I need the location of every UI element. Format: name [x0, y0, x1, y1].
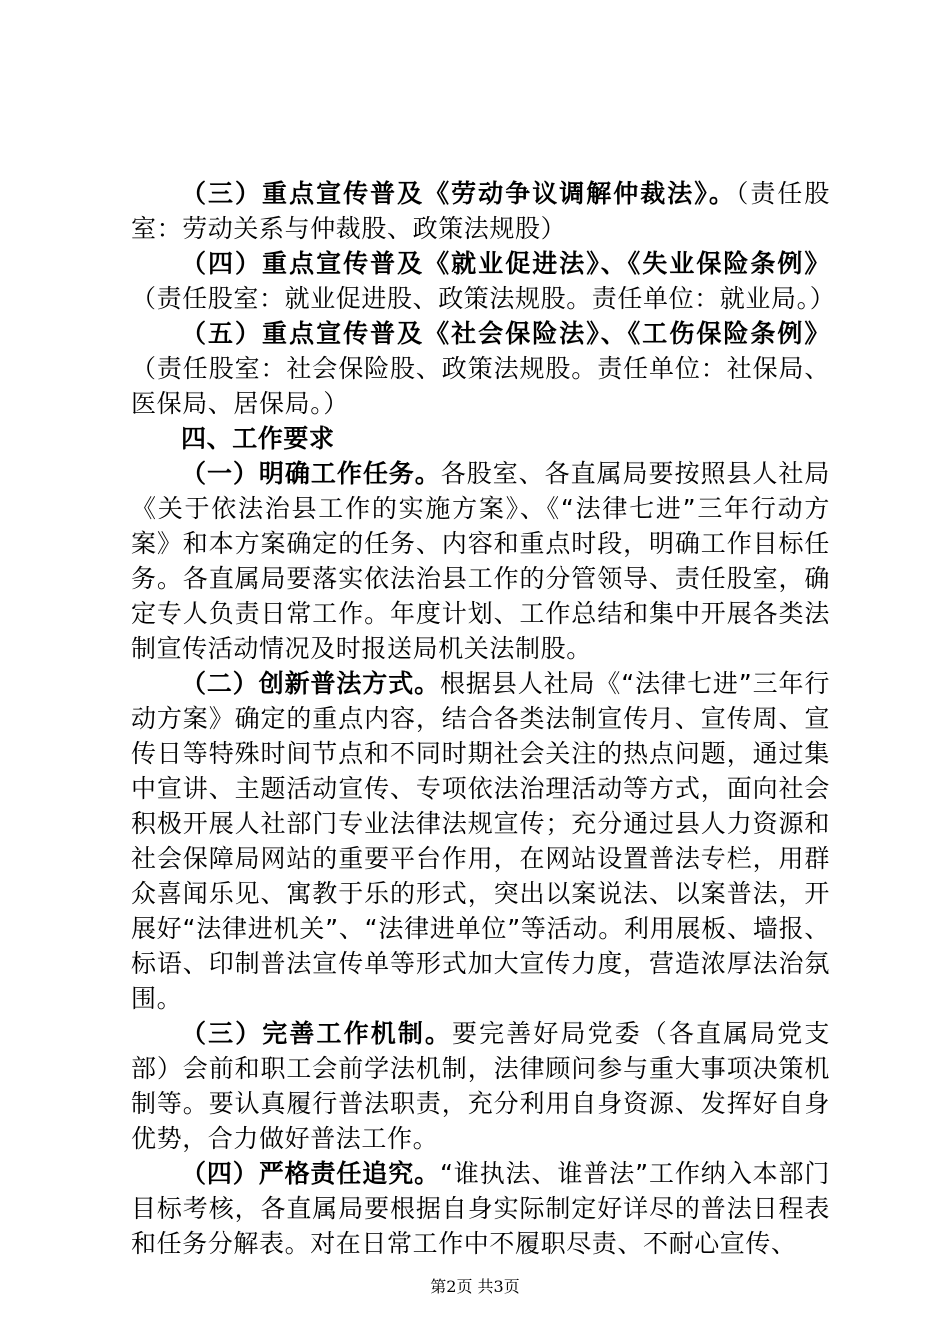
paragraph-lead: （一）明确工作任务。: [181, 459, 441, 488]
paragraph-labor-dispute-law: [131, 176, 830, 246]
paragraph-lead: （四）严格责任追究。: [181, 1159, 440, 1188]
paragraph-text: 根据县人社局《“法律七进”三年行动方案》确定的重点内容，结合各类法制宣传月、宣传周、宣传日等特殊时间节点和不同时期社会关注的热点问题，通过集中宣讲、主题活动宣传、专项依法治理活动等方式，面向社会积极开展人社部门专业法律法规宣传；充分通过县人力资源和社会保障局网站的重要平台作用，在网站设置普法专栏，用群众喜闻乐见、寓教于乐的形式，突出以案说法、以案普法，开展好“法律进机关”、“法律进单位”等活动。利用展板、墙报、标语、印制普法宣传单等形式加大宣传力度，营造浓厚法治氛围。: [131, 669, 830, 1013]
paragraph-lead: （三）完善工作机制。: [181, 1019, 453, 1048]
paragraph-lead: （二）创新普法方式。: [181, 669, 440, 698]
paragraph-text: （责任股室：社会保险股、政策法规股。责任单位：社保局、医保局、居保局。）: [131, 354, 830, 418]
paragraph-employment-promotion-law: [131, 246, 836, 316]
paragraph-lead: （四）重点宣传普及《就业促进法》、《失业保险条例》: [181, 249, 830, 278]
paragraph-text: （责任股室：劳动关系与仲裁股、政策法规股）: [131, 179, 830, 243]
document-body: [131, 176, 836, 1261]
section-heading-work-requirements: 四、工作要求: [181, 424, 335, 453]
paragraph-clarify-tasks: [131, 456, 830, 666]
paragraph-text: “谁执法、谁普法”工作纳入本部门目标考核，各直属局要根据自身实际制定好详尽的普法日程表和任务分解表。对在日常工作中不履职尽责、不耐心宣传、: [131, 1159, 830, 1258]
paragraph-lead: （五）重点宣传普及《社会保险法》、《工伤保险条例》: [181, 319, 830, 348]
paragraph-accountability: [131, 1156, 830, 1261]
paragraph-text: 要完善好局党委（各直属局党支部）会前和职工会前学法机制，法律顾问参与重大事项决策机制等。要认真履行普法职责，充分利用自身资源、发挥好自身优势，合力做好普法工作。: [131, 1019, 830, 1153]
paragraph-improve-mechanism: [131, 1016, 830, 1156]
page-footer: [0, 1277, 950, 1297]
paragraph-innovate-methods: [131, 666, 830, 1016]
paragraph-text: （责任股室：就业促进股、政策法规股。责任单位：就业局。）: [131, 284, 836, 313]
page-number: 第2页 共3页: [430, 1277, 520, 1296]
paragraph-text: 各股室、各直属局要按照县人社局《关于依法治县工作的实施方案》、《“法律七进”三年行动方案》和本方案确定的任务、内容和重点时段，明确工作目标任务。各直属局要落实依法治县工作的分管领导、责任股室，确定专人负责日常工作。年度计划、工作总结和集中开展各类法制宣传活动情况及时报送局机关法制股。: [131, 459, 830, 663]
paragraph-lead: （三）重点宣传普及《劳动争议调解仲裁法》。: [181, 179, 736, 208]
paragraph-social-insurance-law: [131, 316, 830, 421]
